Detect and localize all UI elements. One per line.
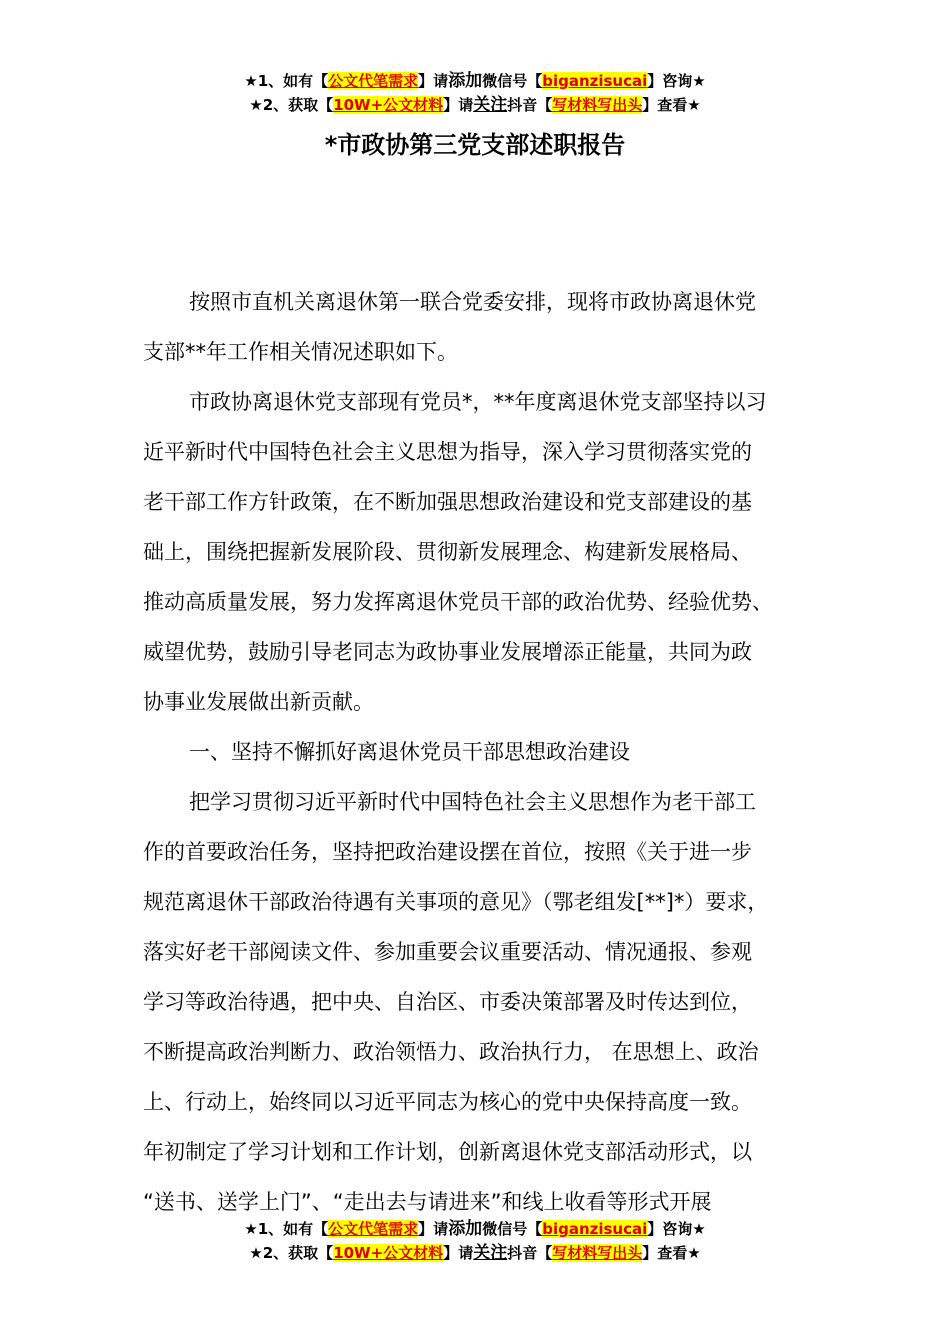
body-line: 推动高质量发展，努力发挥离退休党员干部的政治优势、经验优势、 xyxy=(143,590,773,614)
promo-text: 微信号【 xyxy=(482,72,543,90)
promo-text: 】咨询★ xyxy=(647,1220,706,1238)
promo-line-2 xyxy=(0,93,950,117)
body-line: 不断提高政治判断力、政治领悟力、政治执行力， 在思想上、政治 xyxy=(143,1040,759,1064)
promo-text: 】请 xyxy=(443,1244,474,1262)
body-line: 落实好老干部阅读文件、参加重要会议重要活动、情况通报、参观 xyxy=(143,940,752,964)
body-line: 年初制定了学习计划和工作计划，创新离退休党支部活动形式，以 xyxy=(143,1140,752,1164)
promo-highlight-douyin-id: 写材料写出头 xyxy=(552,1244,643,1262)
promo-text: 】查看★ xyxy=(642,1244,701,1262)
promo-text: 抖音【 xyxy=(507,1244,553,1262)
body-line: 础上，围绕把握新发展阶段、贯彻新发展理念、构建新发展格局、 xyxy=(143,540,752,564)
body-line: 市政协离退休党支部现有党员*，**年度离退休党支部坚持以习 xyxy=(189,390,767,414)
promo-text: ★2、获取【 xyxy=(249,1244,334,1262)
body-line: 威望优势，鼓励引导老同志为政协事业发展增添正能量，共同为政 xyxy=(143,640,752,664)
bottom-promo-banner xyxy=(0,1217,950,1265)
document-title: *市政协第三党支部述职报告 xyxy=(324,131,626,159)
section-heading: 一、坚持不懈抓好离退休党员干部思想政治建设 xyxy=(189,740,630,764)
body-line: 近平新时代中国特色社会主义思想为指导，深入学习贯彻落实党的 xyxy=(143,440,752,464)
body-line: 按照市直机关离退休第一联合党委安排，现将市政协离退休党 xyxy=(189,290,756,314)
promo-highlight: 10W+公文材料 xyxy=(333,96,444,114)
promo-emphasis: 添加 xyxy=(448,71,483,91)
body-line: “送书、送学上门”、“走出去与请进来”和线上收看等形式开展 xyxy=(143,1190,712,1214)
body-line: 把学习贯彻习近平新时代中国特色社会主义思想作为老干部工 xyxy=(189,790,756,814)
promo-line-1 xyxy=(0,1217,950,1241)
promo-highlight-wechat-id: biganzisucai xyxy=(542,72,648,90)
promo-highlight: 公文代笔需求 xyxy=(328,1220,419,1238)
body-line: 老干部工作方针政策，在不断加强思想政治建设和党支部建设的基 xyxy=(143,490,752,514)
top-promo-banner xyxy=(0,69,950,117)
promo-text: ★1、如有【 xyxy=(244,72,329,90)
promo-text: 】请 xyxy=(443,96,474,114)
body-line: 支部**年工作相关情况述职如下。 xyxy=(143,340,458,364)
promo-text: ★1、如有【 xyxy=(244,1220,329,1238)
promo-line-1 xyxy=(0,69,950,93)
promo-highlight-douyin-id: 写材料写出头 xyxy=(552,96,643,114)
body-line: 规范离退休干部政治待遇有关事项的意见》（鄂老组发[**]*）要求， xyxy=(143,890,769,914)
promo-highlight-wechat-id: biganzisucai xyxy=(542,1220,648,1238)
promo-text: 】请 xyxy=(418,72,449,90)
body-line: 上、行动上，始终同以习近平同志为核心的党中央保持高度一致。 xyxy=(143,1090,752,1114)
promo-text: 】咨询★ xyxy=(647,72,706,90)
promo-highlight: 公文代笔需求 xyxy=(328,72,419,90)
promo-line-2 xyxy=(0,1241,950,1265)
promo-text: 】请 xyxy=(418,1220,449,1238)
promo-text: 微信号【 xyxy=(482,1220,543,1238)
promo-text: 抖音【 xyxy=(507,96,553,114)
document-body xyxy=(143,277,833,1227)
promo-highlight: 10W+公文材料 xyxy=(333,1244,444,1262)
promo-text: ★2、获取【 xyxy=(249,96,334,114)
body-line: 协事业发展做出新贡献。 xyxy=(143,690,374,714)
promo-emphasis: 添加 xyxy=(448,1219,483,1239)
promo-emphasis: 关注 xyxy=(473,1243,508,1263)
body-line: 作的首要政治任务，坚持把政治建设摆在首位，按照《关于进一步 xyxy=(143,840,752,864)
body-line: 学习等政治待遇，把中央、自治区、市委决策部署及时传达到位， xyxy=(143,990,752,1014)
promo-emphasis: 关注 xyxy=(473,95,508,115)
promo-text: 】查看★ xyxy=(642,96,701,114)
